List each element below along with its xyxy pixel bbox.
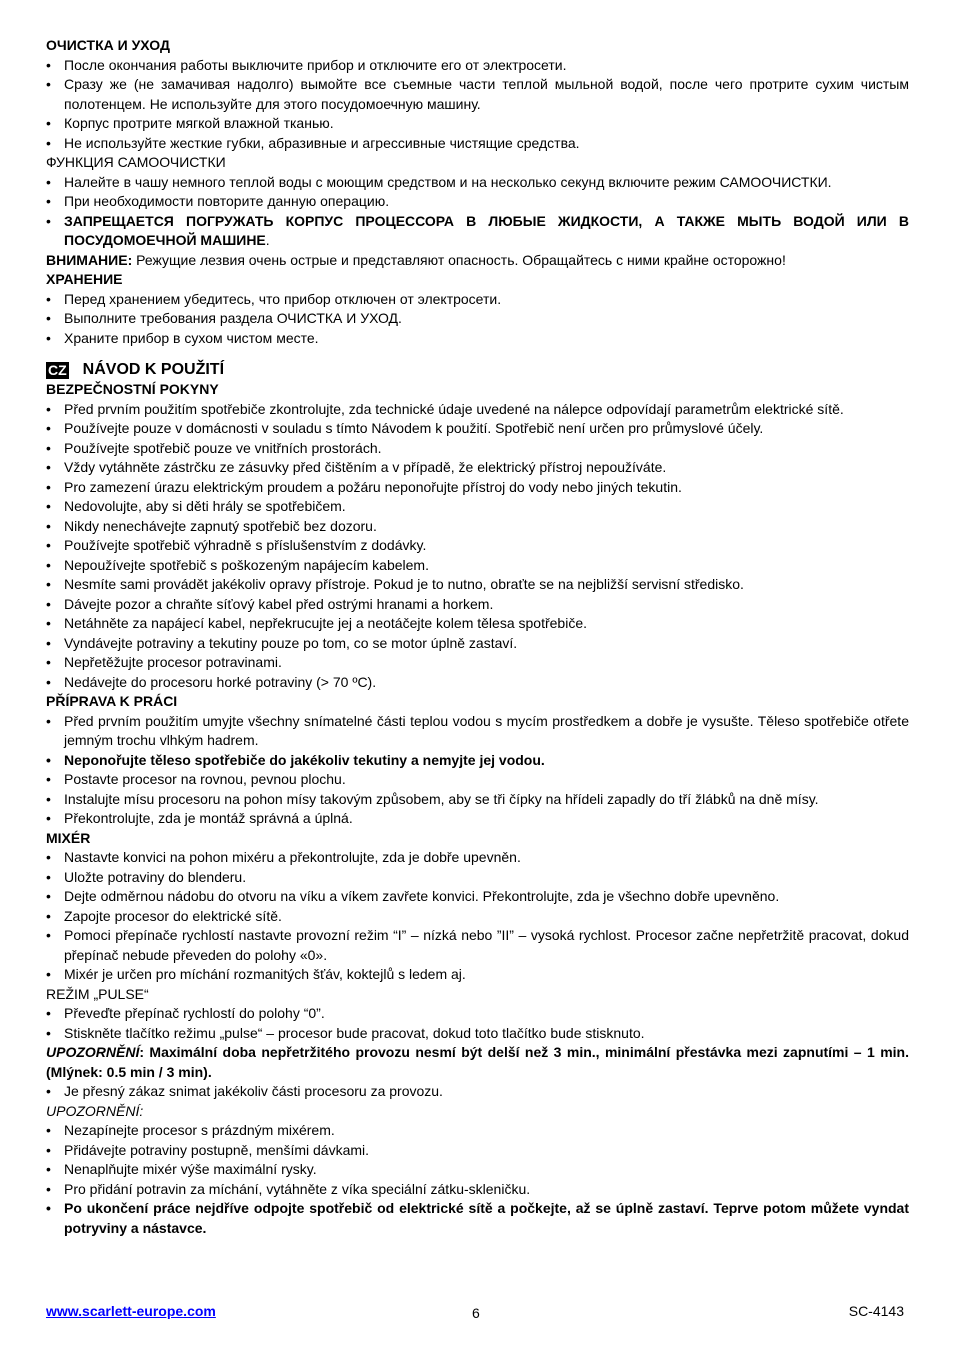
list-item: • Не используйте жесткие губки, абразивные и агрессивные чистящие средства.: [46, 134, 909, 154]
model-number: SC-4143: [848, 1303, 904, 1319]
ru-warning-text: Режущие лезвия очень острые и представляют опасность. Обращайтесь с ними крайне осторожно!: [132, 251, 786, 268]
list-item: • При необходимости повторите данную операцию.: [46, 192, 909, 212]
list-item: • Přidávejte potraviny postupně, menšími dávkami.: [46, 1141, 909, 1161]
list-item: • Pomoci přepínače rychlostí nastavte provozní režim “I” – nízká nebo ”II” – vysoká rychlost. Procesor začne nepřetržitě pracovat, dokud přepínač nebude převeden do polohy «0».: [46, 926, 909, 965]
ru-selfclean-warning: ЗАПРЕЩАЕТСЯ ПОГРУЖАТЬ КОРПУС ПРОЦЕССОРА В ЛЮБЫЕ ЖИДКОСТИ, А ТАКЖЕ МЫТЬ ВОДОЙ ИЛИ В ПОСУДОМОЕЧНОЙ МАШИНЕ: [64, 212, 909, 248]
website-link[interactable]: www.scarlett-europe.com: [46, 1303, 216, 1319]
cz-mixer-heading: MIXÉR: [46, 829, 91, 846]
cz-title: NÁVOD K POUŽITÍ: [82, 361, 225, 378]
cz-safety-heading: BEZPEČNOSTNÍ POKYNY: [46, 381, 219, 397]
list-item: • Překontrolujte, zda je montáž správná a úplná.: [46, 809, 909, 829]
list-item: • Nepřetěžujte procesor potravinami.: [46, 653, 909, 673]
list-item: • После окончания работы выключите прибор и отключите его от электросети.: [46, 56, 909, 76]
ru-selfclean-title: ФУНКЦИЯ САМООЧИСТКИ: [46, 154, 226, 170]
list-item: • Pro zamezení úrazu elektrickým proudem a požáru neponořujte přístroj do vody nebo jiných tekutin.: [46, 478, 909, 498]
cz-warning-label: UPOZORNĚNÍ: [46, 1044, 140, 1060]
ru-selfclean-list: [46, 173, 909, 251]
page-footer: [46, 1303, 908, 1323]
cz-warning: [46, 1043, 909, 1082]
cz-language-badge: CZ: [48, 361, 67, 378]
list-item: • Stiskněte tlačítko režimu „pulse“ – procesor bude pracovat, dokud toto tlačítko bude stisknuto.: [46, 1024, 909, 1044]
cz-pulse-list: [46, 1004, 909, 1043]
list-item: • Nedovolujte, aby si děti hrály se spotřebičem.: [46, 497, 909, 517]
list-item: • Pro přidání potravin za míchání, vytáhněte z víka speciální zátku-skleničku.: [46, 1180, 909, 1200]
list-item: • Выполните требования раздела ОЧИСТКА И УХОД.: [46, 309, 909, 329]
cz-safety-list: [46, 400, 909, 693]
list-item: • Po ukončení práce nejdříve odpojte spotřebič od elektrické sítě a počkejte, až se úplně zastaví. Teprve potom můžete vyndat potryviny a nástavce.: [46, 1199, 909, 1238]
list-item: [46, 212, 909, 251]
page-number: 6: [472, 1305, 480, 1321]
list-item: • Převeďte přepínač rychlostí do polohy “0”.: [46, 1004, 909, 1024]
list-item: • Nepoužívejte spotřebič s poškozeným napájecím kabelem.: [46, 556, 909, 576]
list-item: • Používejte pouze v domácnosti v souladu s tímto Návodem k použití. Spotřebič není určen pro průmyslové účely.: [46, 419, 909, 439]
list-item: • Před prvním použitím umyjte všechny snímatelné části teplou vodou s mycím prostředkem a dobře je vysušte. Těleso spotřebiče otřete jemným trochu vlhkým hadrem.: [46, 712, 909, 751]
cz-warning2-list: [46, 1121, 909, 1238]
ru-cleaning-list: [46, 56, 909, 154]
list-item: • Nezapínejte procesor s prázdným mixérem.: [46, 1121, 909, 1141]
list-item: • Nedávejte do procesoru horké potraviny (> 70 ºC).: [46, 673, 909, 693]
list-item: • Používejte spotřebič pouze ve vnitřních prostorách.: [46, 439, 909, 459]
ru-warning-label: ВНИМАНИЕ:: [46, 251, 133, 268]
list-item: • Neponořujte těleso spotřebiče do jakékoliv tekutiny a nemyjte jej vodou.: [46, 751, 909, 771]
cz-section-title: [46, 360, 909, 380]
cz-no-remove-list: [46, 1082, 909, 1102]
list-item: • Dejte odměrnou nádobu do otvoru na víku a víkem zavřete konvici. Překontrolujte, zda je všechno dobře upevněno.: [46, 887, 909, 907]
list-item: • Vyndávejte potraviny a tekutiny pouze po tom, co se motor úplně zastaví.: [46, 634, 909, 654]
page-content: [46, 36, 909, 1238]
cz-warning2-title: UPOZORNĚNÍ:: [46, 1102, 144, 1119]
list-item: • Před prvním použitím spotřebiče zkontrolujte, zda technické údaje uvedené na nálepce odpovídají parametrům elektrické sítě.: [46, 400, 909, 420]
list-item: • Налейте в чашу немного теплой воды с моющим средством и на несколько секунд включите режим САМООЧИСТКИ.: [46, 173, 909, 193]
list-item: • Nastavte konvici na pohon mixéru a překontrolujte, zda je dobře upevněn.: [46, 848, 909, 868]
list-item: • Netáhněte za napájecí kabel, nepřekrucujte jej a neotáčejte kolem tělesa spotřebiče.: [46, 614, 909, 634]
list-item: • Vždy vytáhněte zástrčku ze zásuvky před čištěním a v případě, že elektrický přístroj nepoužíváte.: [46, 458, 909, 478]
ru-warning: [46, 251, 909, 271]
list-item: • Mixér je určen pro míchání rozmanitých šťáv, koktejlů s ledem aj.: [46, 965, 909, 985]
cz-pulse-title: REŽIM „PULSE“: [46, 985, 149, 1002]
ru-storage-list: [46, 290, 909, 349]
list-item: • Nikdy nenechávejte zapnutý spotřebič bez dozoru.: [46, 517, 909, 537]
list-item: • Nenaplňujte mixér výše maximální rysky.: [46, 1160, 909, 1180]
list-item: • Dávejte pozor a chraňte síťový kabel před ostrými hranami a horkem.: [46, 595, 909, 615]
list-item: • Je přesný zákaz snimat jakékoliv části procesoru za provozu.: [46, 1082, 909, 1102]
list-item: • Сразу же (не замачивая надолго) вымойте все съемные части теплой мыльной водой, после чего протрите сухим чистым полотенцем. Не используйте для этого посудомоечную машину.: [46, 75, 909, 114]
list-item: • Používejte spotřebič výhradně s příslušenstvím z dodávky.: [46, 536, 909, 556]
list-item: • Uložte potraviny do blenderu.: [46, 868, 909, 888]
list-item: • Корпус протрите мягкой влажной тканью.: [46, 114, 909, 134]
punctuation: .: [265, 232, 270, 248]
list-item: • Храните прибор в сухом чистом месте.: [46, 329, 909, 349]
list-item: • Zapojte procesor do elektrické sítě.: [46, 907, 909, 927]
ru-storage-heading: ХРАНЕНИЕ: [46, 271, 123, 287]
cz-mixer-list: [46, 848, 909, 985]
list-item: • Instalujte mísu procesoru na pohon mísy takovým způsobem, aby se tři čípky na hřídeli zapadly do tří žlábků na dně mísy.: [46, 790, 909, 810]
ru-cleaning-heading: ОЧИСТКА И УХОД: [46, 37, 170, 53]
list-item: • Перед хранением убедитесь, что прибор отключен от электросети.: [46, 290, 909, 310]
cz-warning-text: : Maximální doba nepřetržitého provozu nesmí být delší než 3 min., minimální přestávka mezi zapnutími – 1 min. (Mlýnek: 0.5 min / 3 min).: [46, 1044, 909, 1080]
cz-prep-list: [46, 712, 909, 829]
cz-prep-heading: PŘÍPRAVA K PRÁCI: [46, 693, 178, 709]
list-item: • Nesmíte sami provádět jakékoliv opravy přístroje. Pokud je to nutno, obraťte se na nejbližší servisní středisko.: [46, 575, 909, 595]
list-item: • Postavte procesor na rovnou, pevnou plochu.: [46, 770, 909, 790]
